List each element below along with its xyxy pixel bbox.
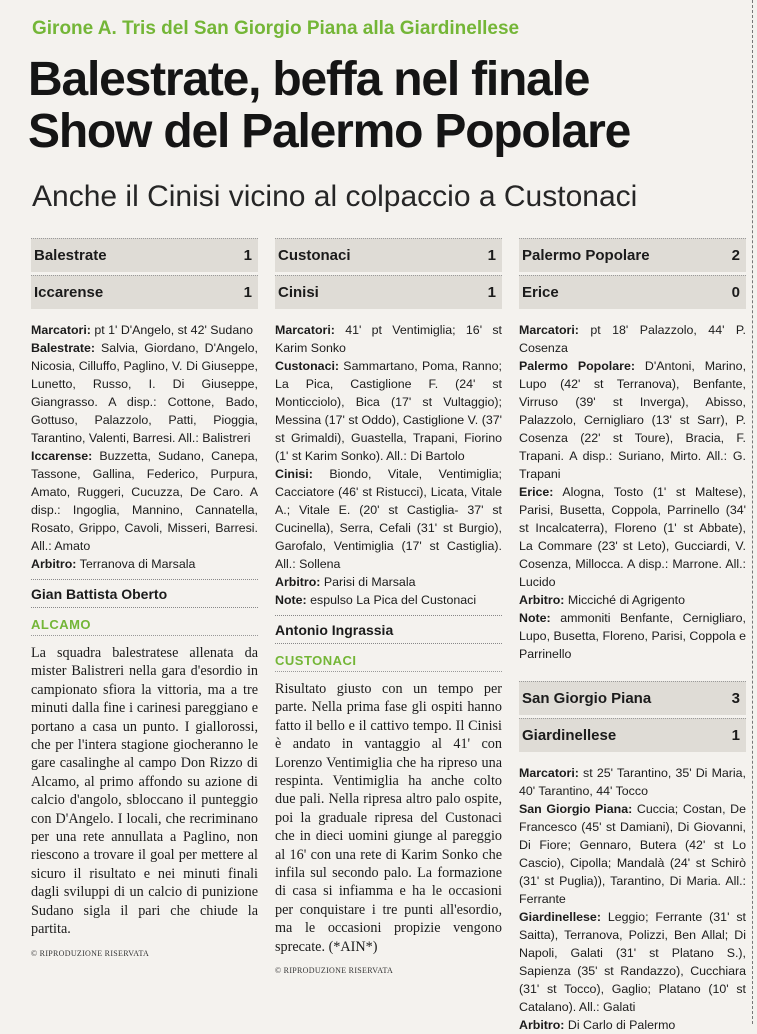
match-details (275, 321, 502, 609)
copyright: © RIPRODUZIONE RISERVATA (275, 966, 394, 976)
home-lineup: Custonaci: Sammartano, Poma, Ranno; La Pica, Castiglione F. (24' st Monticciolo), Bica (17' st Vultaggio); Messina (17' st Oddo), Castiglione V. (37' st Grimaldi), Guastella, Trapani, Fiorino (1' st Karim Sonko). All.: Di Bartolo (275, 359, 502, 463)
scorers: Marcatori: pt 1' D'Angelo, st 42' Sudano (31, 323, 253, 337)
subtitle: Anche il Cinisi vicino al colpaccio a Custonaci (32, 180, 638, 213)
referee: Arbitro: Terranova di Marsala (31, 557, 196, 571)
referee: Arbitro: Parisi di Marsala (275, 575, 416, 589)
column-divider (751, 0, 753, 1024)
scorers: Marcatori: st 25' Tarantino, 35' Di Maria, 40' Tarantino, 44' Tocco (519, 766, 746, 798)
column-balestrate-iccarense (31, 238, 258, 958)
article-body: La squadra balestratese allenata da mister Balistreri nella gara d'esordio in campionato sfiora la vittoria, ma a tre minuti dalla fine i carinesi pareggiano e portano a casa un punto. I giallorossi, che per l'intera stagione giocheranno le gare casalinghe al campo Don Rizzo di Alcamo, al primo affondo su azione di calcio d'angolo, sbloccano il punteggio con D'Angelo. I locali, che recriminano per una rete annullata a Paglino, non riescono a trovare il goal per mettere al sicuro il risultato e nei minuti finali dagli sviluppi di un calcio di punizione Sudano sigla il pari che chiude la partita. (31, 645, 258, 938)
score-row-home (31, 238, 258, 272)
author: Gian Battista Oberto (31, 579, 258, 608)
referee: Arbitro: Di Carlo di Palermo (519, 1018, 676, 1032)
column-custonaci-cinisi (275, 238, 502, 975)
team-score: 1 (731, 727, 740, 744)
column-results-right (519, 238, 746, 1034)
score-row-home (519, 238, 746, 272)
match-details (31, 321, 258, 573)
team-name: Cinisi (278, 284, 319, 301)
home-lineup: Balestrate: Salvia, Giordano, D'Angelo, Nicosia, Cilluffo, Paglino, V. Di Giuseppe, Lunetto, Russo, I. Di Giuseppe, Giangrasso. A disp.: Cottone, Bado, Gottuso, Palazzolo, Patti, Pioggia, Tarantino, Valenti, Barresi. All.: Balistreri (31, 341, 258, 445)
scorers: Marcatori: pt 18' Palazzolo, 44' P. Cosenza (519, 323, 746, 355)
team-name: Giardinellese (522, 727, 617, 744)
score-row-away (519, 275, 746, 309)
team-score: 1 (243, 284, 252, 301)
spacer (519, 663, 746, 681)
score-row-away (275, 275, 502, 309)
team-score: 1 (487, 247, 496, 264)
team-score: 1 (487, 284, 496, 301)
author: Antonio Ingrassia (275, 615, 502, 644)
away-lineup: Cinisi: Biondo, Vitale, Ventimiglia; Cacciatore (46' st Ristucci), Licata, Vitale A.; Vitale E. (20' st Castiglia- 37' st Cucinella), Serra, Cefali (31' st Burgio), Garofalo, Ventimiglia (17' st Castiglia). All.: Sollena (275, 467, 502, 571)
notes: Note: espulso La Pica del Custonaci (275, 593, 477, 607)
headline-line-1: Balestrate, beffa nel finale (28, 53, 590, 106)
score-row-away (519, 718, 746, 752)
team-name: Balestrate (34, 247, 107, 264)
score-row-away (31, 275, 258, 309)
article-body: Risultato giusto con un tempo per parte. Nella prima fase gli ospiti hanno fatto il bello e il cattivo tempo. Il Cinisi è andato in vantaggio al 41' con Lorenzo Ventimiglia che ha ripreso una respinta. Ventimiglia ha anche colto due pali. Nella ripresa altro palo ospite, poi la graduale ripresa del Custonaci che in dieci uomini giunge al pareggio al 16' con una rete di Karim Sonko che infila sul secondo palo. La formazione di casa si infiamma e ha le occasioni per conquistare i tre punti all'esordio, ma le occasioni propizie vengono sprecate. (*AIN*) (275, 681, 502, 955)
home-lineup: Palermo Popolare: D'Antoni, Marino, Lupo (42' st Terranova), Benfante, Virruso (39' st Inverga), Abisso, Palazzolo, Cernigliaro (13' st Sarr), P. Cosenza (22' st Toure), Bracia, F. Trapani. A disp.: Suriano, Mirto. All.: G. Trapani (519, 359, 747, 481)
team-name: Erice (522, 284, 559, 301)
notes: Note: ammoniti Benfante, Cernigliaro, Lupo, Busetta, Floreno, Parisi, Coppola e Parrinello (519, 611, 746, 661)
team-score: 0 (731, 284, 740, 301)
home-lineup: San Giorgio Piana: Cuccia; Costan, De Francesco (45' st Damiani), Di Giovanni, Di Fiore; Gennaro, Butera (42' st Lo Cascio), Cipolla; Mandalà (24' st Schirò (31' st Puglia)), Tarantino, Di Maria. All.: Ferrante (519, 802, 746, 906)
away-lineup: Giardinellese: Leggio; Ferrante (31' st Saitta), Terranova, Polizzi, Ben Allal; Di Napoli, Galati (31' st Platano S.), Sapienza (35' st Randazzo), Cucchiara (31' st Tocco), Gaglio; Platano (10' st Catalano). All.: Galati (519, 910, 746, 1014)
kicker: Girone A. Tris del San Giorgio Piana alla Giardinellese (32, 18, 520, 39)
team-score: 3 (731, 690, 740, 707)
away-lineup: Iccarense: Buzzetta, Sudano, Canepa, Tassone, Gallina, Federico, Purpura, Amato, Ruggeri, Cucuzza, De Caro. A disp.: Ingoglia, Mannino, Cannatella, Rosato, Grippo, Cavoli, Misseri, Barresi. All.: Amato (31, 449, 258, 553)
away-lineup: Erice: Alogna, Tosto (1' st Maltese), Parisi, Busetta, Coppola, Parrinello (34' st Incalcaterra), Floreno (1' st Abbate), La Commare (23' st Leto), Gucciardi, V. Cosenza, Millocca. A disp.: Marrone. All.: Lucido (519, 485, 746, 589)
section-label: ALCAMO (31, 617, 258, 636)
copyright: © RIPRODUZIONE RISERVATA (31, 948, 150, 958)
headline-line-2: Show del Palermo Popolare (28, 105, 631, 158)
team-name: Custonaci (278, 247, 351, 264)
team-name: Palermo Popolare (522, 247, 650, 264)
section-label: CUSTONACI (275, 653, 502, 672)
score-row-home (519, 681, 746, 715)
team-score: 1 (243, 247, 252, 264)
match-details (519, 764, 746, 1034)
team-name: San Giorgio Piana (522, 690, 652, 707)
team-score: 2 (731, 247, 740, 264)
team-name: Iccarense (34, 284, 104, 301)
match-details (519, 321, 746, 663)
referee: Arbitro: Micciché di Agrigento (519, 593, 685, 607)
score-row-home (275, 238, 502, 272)
headline (28, 54, 630, 158)
scorers: Marcatori: 41' pt Ventimiglia; 16' st Karim Sonko (275, 323, 502, 355)
